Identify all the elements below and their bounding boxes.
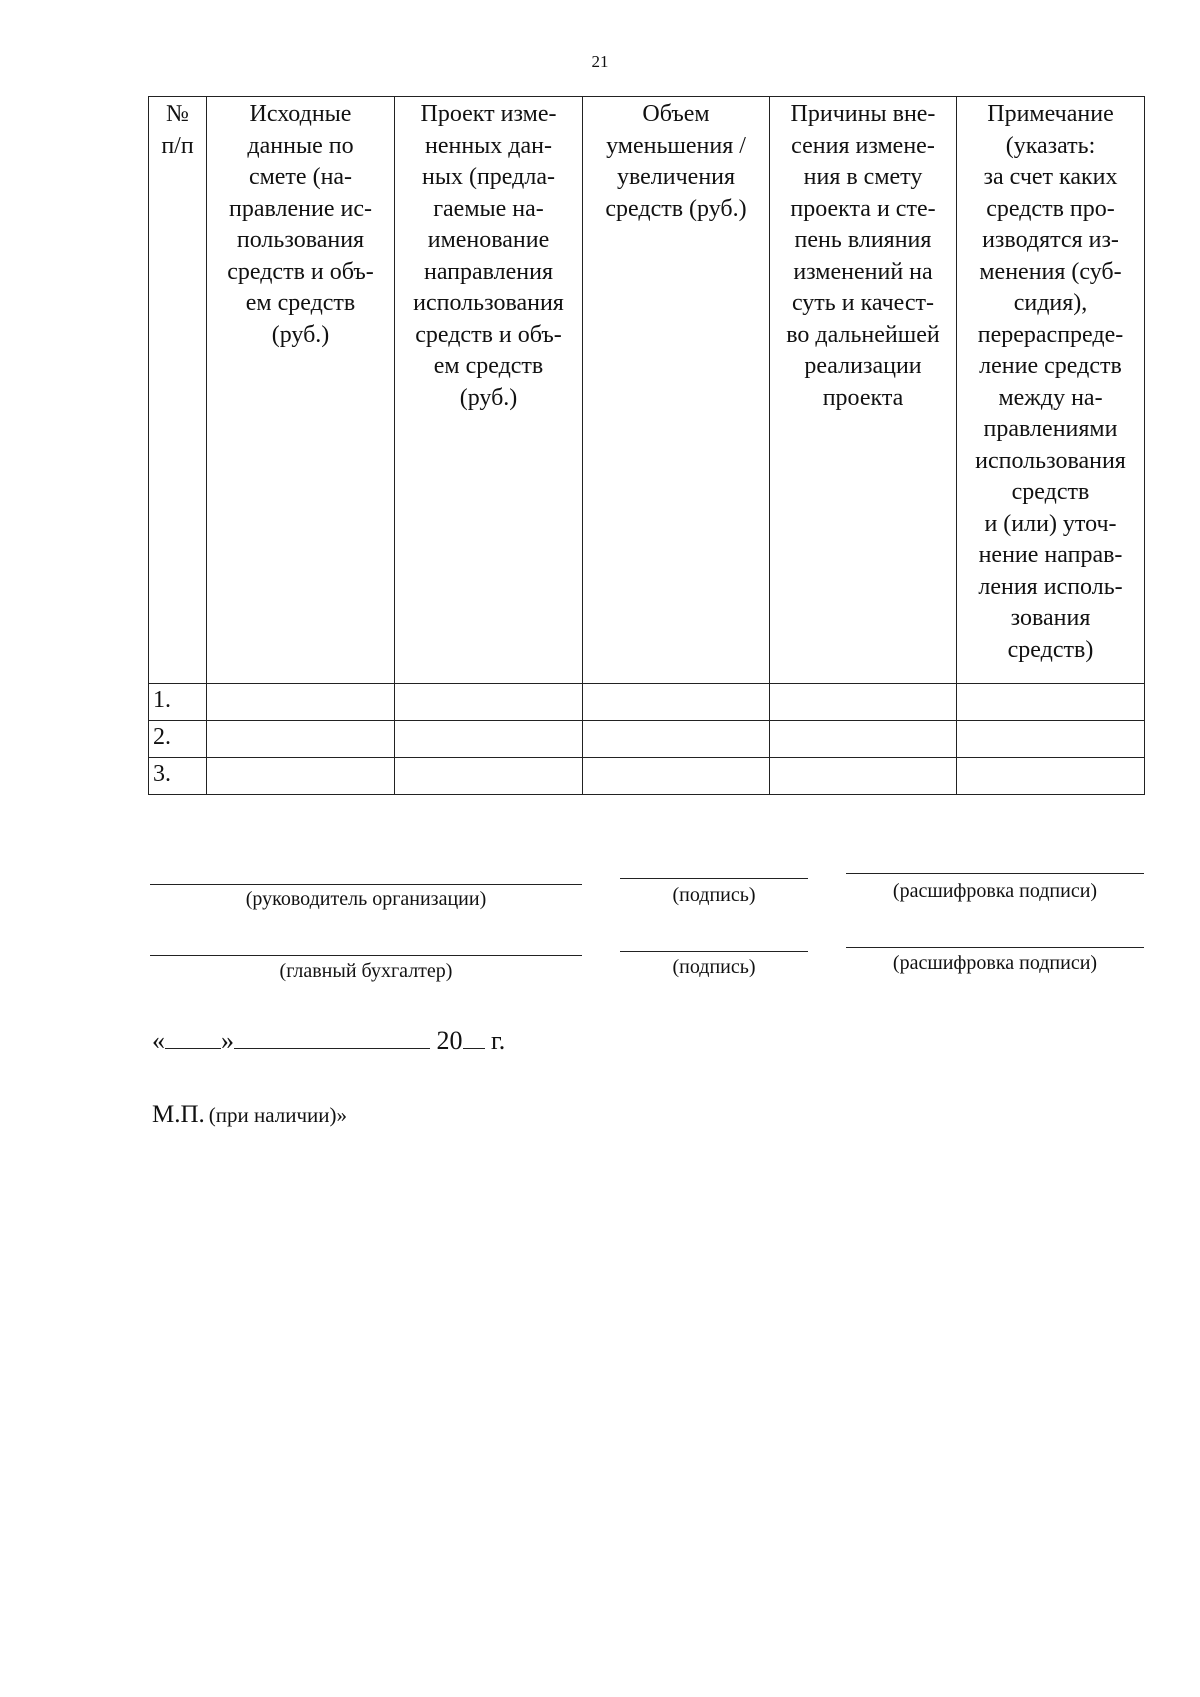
head-decoding-line[interactable] [846, 873, 1144, 874]
head-name-line[interactable] [150, 884, 582, 885]
accountant-caption: (главный бухгалтер) [279, 960, 453, 982]
table-cell [583, 758, 770, 795]
seal-label: М.П. [152, 1101, 205, 1128]
table-cell [207, 684, 395, 721]
row-number: 2. [149, 721, 207, 758]
header-change-volume: Объем уменьшения / увеличения средств (руб.) [583, 97, 770, 684]
signature-caption: (подпись) [672, 956, 756, 978]
table-cell [957, 721, 1145, 758]
table-cell [583, 721, 770, 758]
table-cell [957, 758, 1145, 795]
header-change-reasons: Причины вне- сения измене- ния в смету проекта и сте- пень влияния изменений на суть и качест- во дальнейшей реализации проекта [770, 97, 957, 684]
decoding-caption: (расшифровка подписи) [892, 952, 1098, 974]
header-number: № п/п [149, 97, 207, 684]
table-cell [207, 758, 395, 795]
accountant-signature-line[interactable] [620, 951, 808, 952]
head-caption: (руководитель организации) [245, 888, 487, 910]
accountant-decoding-line[interactable] [846, 947, 1144, 948]
table-cell [770, 758, 957, 795]
date-year-suffix: г. [491, 1026, 506, 1055]
header-note: Примечание (указать: за счет каких средств про- изводятся из- менения (суб- сидия), перераспреде- ление средств между на- правлениями использования средств и (или) уточ- нение направ- ления исполь- зования средств) [957, 97, 1145, 684]
accountant-name-line[interactable] [150, 955, 582, 956]
table-row [149, 684, 1145, 721]
date-open-quote: « [152, 1026, 165, 1055]
table-cell [957, 684, 1145, 721]
table-cell [770, 684, 957, 721]
row-number: 3. [149, 758, 207, 795]
table-cell [395, 684, 583, 721]
table-header-row [149, 97, 1145, 684]
signature-caption: (подпись) [672, 884, 756, 906]
header-proposed-changes: Проект изме- ненных дан- ных (предла- гаемые на- именование направления использования средств и объ- ем средств (руб.) [395, 97, 583, 684]
table-cell [583, 684, 770, 721]
date-month-blank[interactable] [234, 1024, 430, 1049]
date-year-blank[interactable] [463, 1024, 485, 1049]
estimate-changes-table [148, 96, 1145, 795]
date-year-prefix: 20 [436, 1026, 463, 1055]
table-cell [395, 758, 583, 795]
decoding-caption: (расшифровка подписи) [892, 880, 1098, 902]
table-cell [770, 721, 957, 758]
date-day-blank[interactable] [165, 1024, 221, 1049]
head-signature-line[interactable] [620, 878, 808, 879]
page-number: 21 [591, 52, 609, 71]
table-row [149, 721, 1145, 758]
seal-line [152, 1101, 347, 1129]
row-number: 1. [149, 684, 207, 721]
seal-note: (при наличии)» [208, 1103, 348, 1127]
table-cell [395, 721, 583, 758]
header-initial-data: Исходные данные по смете (на- правление ис- пользования средств и объ- ем средств (руб.) [207, 97, 395, 684]
date-close-quote: » [221, 1026, 234, 1055]
table-row [149, 758, 1145, 795]
table-cell [207, 721, 395, 758]
date-line [152, 1024, 505, 1056]
